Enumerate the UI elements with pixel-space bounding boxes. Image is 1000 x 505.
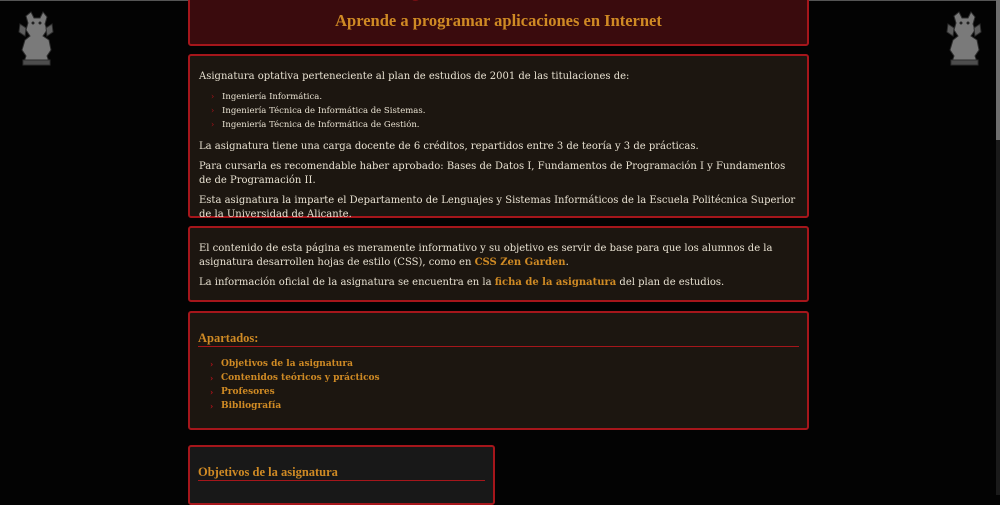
scrollbar-thumb[interactable] [996,0,1000,140]
sections-heading: Apartados: [198,331,799,347]
arrow-bullet-icon: › [210,359,214,369]
official-info-paragraph: La información oficial de la asignatura se encuentra en la ficha de la asignatura del plan de estudios. [199,277,725,288]
section-link-objetivos[interactable]: › Objetivos de la asignatura [210,359,353,369]
list-item: › Ingeniería Técnica de Informática de Sistemas. [211,106,426,116]
objectives-heading: Objetivos de la asignatura [198,465,485,481]
info-section [188,226,809,302]
gargoyle-statue-icon [16,10,56,66]
arrow-bullet-icon: › [210,401,214,411]
intro-section [188,54,809,218]
course-sheet-link[interactable]: ficha de la asignatura [494,277,617,288]
gargoyle-statue-icon [944,10,984,66]
sections-list [198,357,799,413]
credits-paragraph: La asignatura tiene una carga docente de 6 créditos, repartidos entre 3 de teoría y 3 de prácticas. [199,141,699,152]
arrow-bullet-icon: › [211,92,215,101]
site-subtitle: Aprende a programar aplicaciones en Internet [335,11,662,30]
department-paragraph: Esta asignatura la imparte el Departamento de Lenguajes y Sistemas Informáticos de la Escuela Politécnica Superior de la Universidad de Alicante. [199,195,796,220]
site-title [190,0,807,2]
degrees-list [199,90,798,132]
arrow-bullet-icon: › [211,120,215,129]
section-link-profesores[interactable]: › Profesores [210,387,275,397]
sections-nav [188,311,809,430]
list-item: › Ingeniería Informática. [211,92,323,102]
list-item: › Ingeniería Técnica de Informática de Gestión. [211,120,420,130]
arrow-bullet-icon: › [210,387,214,397]
arrow-bullet-icon: › [210,373,214,383]
arrow-bullet-icon: › [211,106,215,115]
objectives-section [188,445,495,505]
css-zen-garden-link[interactable]: CSS Zen Garden [474,257,566,268]
site-header [188,0,809,46]
section-link-contenidos[interactable]: › Contenidos teóricos y prácticos [210,373,380,383]
intro-paragraph: Asignatura optativa perteneciente al plan de estudios de 2001 de las titulaciones de: [199,71,630,82]
vertical-scrollbar[interactable] [996,0,1000,495]
section-link-bibliografia[interactable]: › Bibliografía [210,401,282,411]
prerequisites-paragraph: Para cursarla es recomendable haber aprobado: Bases de Datos I, Fundamentos de Programación I y Fundamentos de de Programación II. [199,161,786,186]
purpose-paragraph: El contenido de esta página es meramente informativo y su objetivo es servir de base para que los alumnos de la asignatura desarrollen hojas de estilo (CSS), como en CSS Zen Garden. [199,243,773,268]
